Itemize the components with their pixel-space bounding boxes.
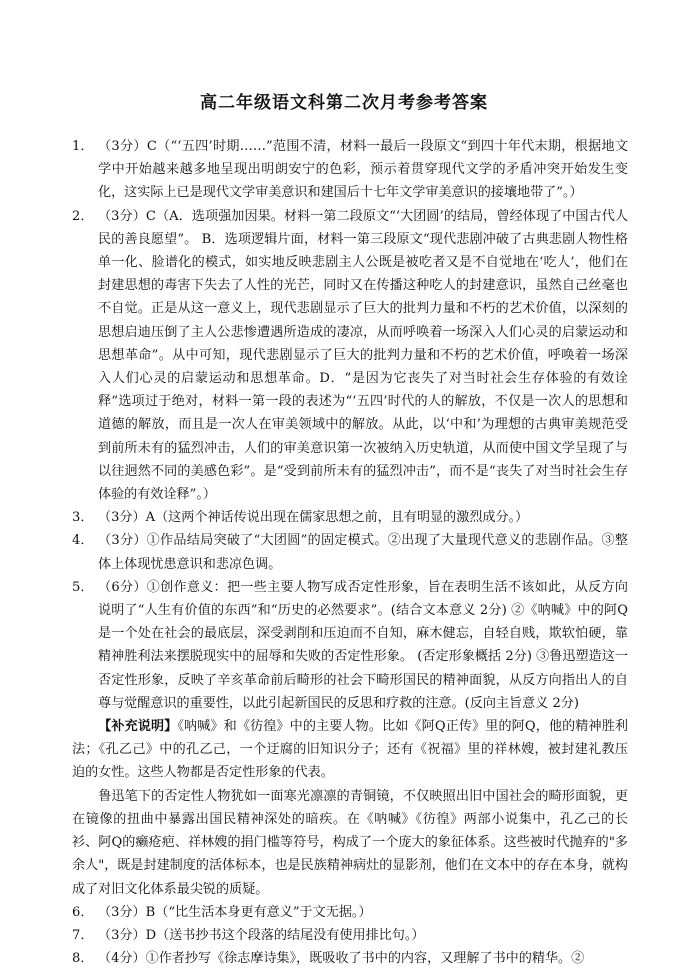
answer-item bbox=[72, 205, 628, 507]
answer-item bbox=[72, 924, 628, 947]
answer-text: （3分）B（“比生活本身更有意义”于文无据。） bbox=[98, 904, 372, 920]
answer-text: （6分）①创作意义：把一些主要人物写成否定性形象，旨在表明生活不该如此，从反方向说明了“人生有价值的东西”和“历史的必然要求”。(结合文本意义 2分) ②《呐喊》中的阿Q是一个处在社会的最底层，深受剥削和压迫而不自知，麻木健忘，自轻自贱，欺软怕硬，靠精神胜利法来摆脱现实中的屈辱和失败的否定性形象。 (否定形象概括 2分) ③鲁迅塑造这一否定性形象，反映了辛亥革命前后畸形的社会下畸形国民的精神面貌，从反方向指出人的自尊与觉醒意识的重要性，以此引起新国民的反思和疗救的注意。(反向主旨意义 2分) bbox=[98, 579, 628, 711]
answer-text: （3分）C（A．选项强加因果。材料一第二段原文“‘大团圆’的结局，曾经体现了中国古代人民的善良愿望”。 B．选项逻辑片面，材料一第三段原文“现代悲剧冲破了古典悲剧人物性格单一化、脸谱化的模式，如实地反映悲剧主人公既是被吃者又是不自觉地在‘吃人’，他们在封建思想的毒害下失去了人性的光芒，同时又在传播这种吃人的封建意识，虽然自己丝毫也不自觉。正是从这一意义上，现代悲剧显示了巨大的批判力量和不朽的艺术价值，以深刻的思想启迪压倒了主人公悲惨遭遇所造成的凄凉，从而呼唤着一场深入人们心灵的启蒙运动和思想革命”。从中可知，现代悲剧显示了巨大的批判力量和不朽的艺术价值，呼唤着一场深入人们心灵的启蒙运动和思想革命。D．“是因为它丧失了对当时社会生存体验的有效诠释”选项过于绝对，材料一第一段的表述为“‘五四’时代的人的解放，不仅是一次人的思想和道德的解放，而且是一次人在审美领域中的解放。从此，以‘中和’为理想的古典审美规范受到前所未有的猛烈冲击，人们的审美意识第一次被纳入历史轨道，从而使中国文学呈现了与以往迥然不同的美感色彩”。是“受到前所未有的猛烈冲击”，而不是“丧失了对当时社会生存体验的有效诠释”。） bbox=[98, 208, 628, 503]
answer-number: 7． bbox=[72, 927, 94, 943]
supplement-paragraph bbox=[72, 715, 628, 785]
answer-item bbox=[72, 901, 628, 924]
answer-text: （3分）A（这两个神话传说出现在儒家思想之前，且有明显的激烈成分。） bbox=[98, 510, 529, 526]
answer-text: （3分）C（“‘五四’时期……”范围不清，材料一最后一段原文“到四十年代末期，根据地文学中开始越来越多地呈现出明朗安宁的色彩，预示着贯穿现代文学的矛盾冲突开始发生变化，这实际上已是现代文学审美意识和建国后十七年文学审美意识的接壤地带了”。） bbox=[98, 139, 628, 201]
answer-text: （4分）①作者抄写《徐志摩诗集》，既吸收了书中的内容，又理解了书中的精华。② bbox=[98, 951, 585, 967]
answer-body bbox=[72, 135, 628, 970]
supplement-label: 【补充说明】 bbox=[98, 719, 178, 735]
answer-item bbox=[72, 576, 628, 715]
answer-number: 2． bbox=[72, 208, 94, 224]
answer-item bbox=[72, 506, 628, 529]
answer-number: 6． bbox=[72, 904, 94, 920]
answer-number: 5． bbox=[72, 579, 94, 595]
supplement-text: 《呐喊》和《彷徨》中的主要人物。比如《阿Q正传》里的阿Q，他的精神胜利法；《孔乙己》中的孔乙己，一个迂腐的旧知识分子；还有《祝福》里的祥林嫂，被封建礼教压迫的女性。这些人物都是否定性形象的代表。 bbox=[72, 719, 629, 781]
answer-number: 1． bbox=[72, 139, 94, 154]
answer-number: 8． bbox=[72, 951, 94, 967]
answer-number: 4． bbox=[72, 533, 94, 549]
answer-item bbox=[72, 529, 628, 575]
supplement-paragraph-2: 鲁迅笔下的否定性人物犹如一面寒光凛凛的青铜镜，不仅映照出旧中国社会的畸形面貌，更在镜像的扭曲中暴露出国民精神深处的暗疾。在《呐喊》《彷徨》两部小说集中，孔乙己的长衫、阿Q的癞疮疤、祥林嫂的捐门槛等符号，构成了一个庞大的象征体系。这些被时代抛弃的"多余人"，既是封建制度的活体标本，也是民族精神病灶的显影剂，他们在文本中的存在本身，就构成了对旧文化体系最尖锐的质疑。 bbox=[72, 788, 628, 897]
page-title: 高二年级语文科第二次月考参考答案 bbox=[200, 93, 488, 113]
answer-item bbox=[72, 135, 628, 205]
answer-item bbox=[72, 947, 628, 970]
answer-number: 3． bbox=[72, 510, 94, 526]
answer-text: （3分）①作品结局突破了“大团圆”的固定模式。②出现了大量现代意义的悲剧作品。③整体上体现忧患意识和悲凉色调。 bbox=[98, 533, 628, 572]
answer-text: （3分）D（送书抄书这个段落的结尾没有使用排比句。） bbox=[98, 927, 425, 943]
